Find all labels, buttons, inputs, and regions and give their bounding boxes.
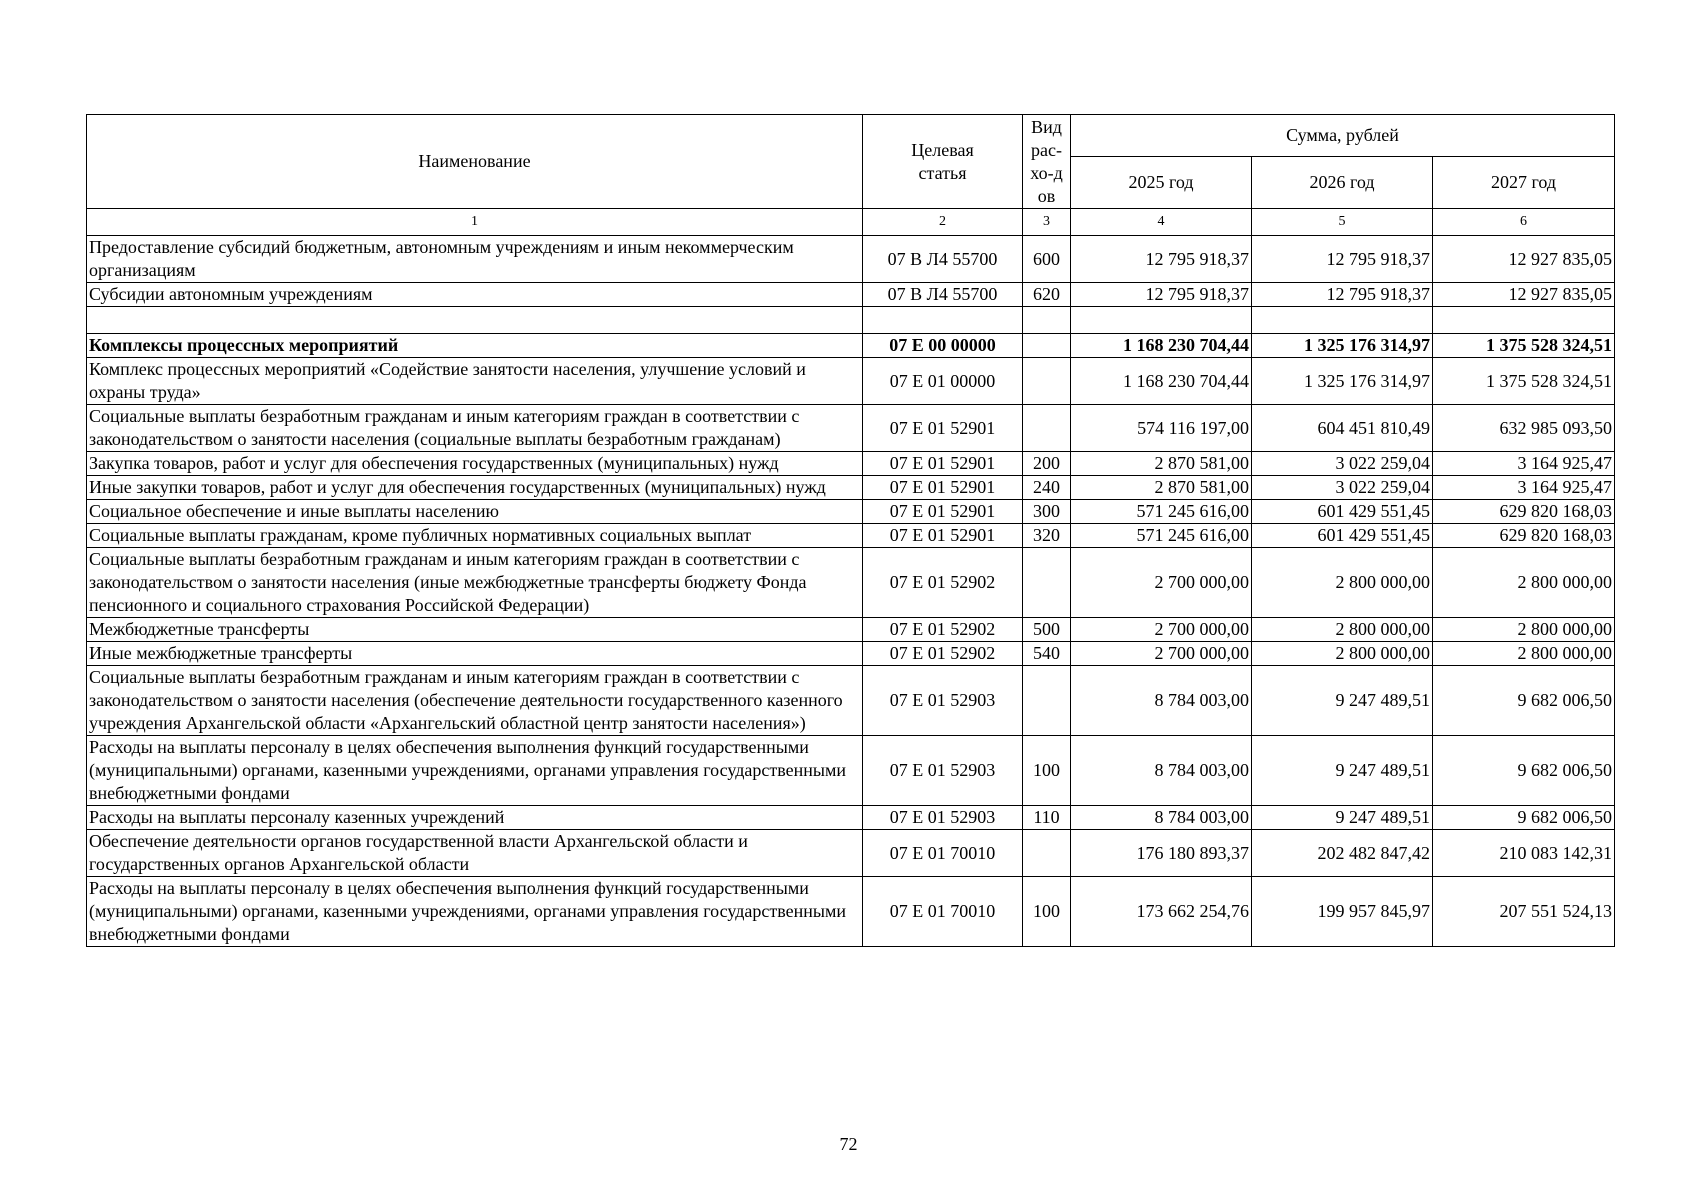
column-number: 1	[87, 209, 863, 236]
row-sum-2025: 571 245 616,00	[1071, 500, 1252, 524]
row-target-line: 07 Е 01 52901	[863, 524, 1023, 548]
row-name: Межбюджетные трансферты	[87, 618, 863, 642]
row-target-line: 07 Е 01 52903	[863, 806, 1023, 830]
table-row	[87, 334, 1615, 358]
table-row	[87, 736, 1615, 806]
page-number: 72	[839, 1134, 858, 1154]
table-row	[87, 476, 1615, 500]
table-row	[87, 307, 1615, 334]
row-sum-2026: 3 022 259,04	[1252, 452, 1433, 476]
row-sum-2025: 1 168 230 704,44	[1071, 358, 1252, 405]
row-target-line: 07 Е 01 52902	[863, 618, 1023, 642]
row-sum-2027: 210 083 142,31	[1433, 830, 1615, 877]
row-sum-2026: 2 800 000,00	[1252, 548, 1433, 618]
row-name: Социальное обеспечение и иные выплаты населению	[87, 500, 863, 524]
table-row	[87, 830, 1615, 877]
row-sum-2027: 207 551 524,13	[1433, 877, 1615, 947]
row-sum-2027: 1 375 528 324,51	[1433, 358, 1615, 405]
header-year-2026: 2026 год	[1252, 157, 1433, 209]
row-name: Комплексы процессных мероприятий	[87, 334, 863, 358]
table-row	[87, 642, 1615, 666]
table-row	[87, 548, 1615, 618]
row-target-line: 07 Е 00 00000	[863, 334, 1023, 358]
row-name: Иные закупки товаров, работ и услуг для обеспечения государственных (муниципальных) нужд	[87, 476, 863, 500]
row-expense-kind	[1023, 405, 1071, 452]
row-sum-2027: 2 800 000,00	[1433, 548, 1615, 618]
header-expense-kind: Вид рас-хо-дов	[1023, 115, 1071, 209]
row-sum-2027: 3 164 925,47	[1433, 476, 1615, 500]
row-expense-kind	[1023, 830, 1071, 877]
header-year-2025: 2025 год	[1071, 157, 1252, 209]
header-sum: Сумма, рублей	[1071, 115, 1615, 157]
row-sum-2026: 2 800 000,00	[1252, 618, 1433, 642]
row-sum-2026: 1 325 176 314,97	[1252, 334, 1433, 358]
row-sum-2027: 9 682 006,50	[1433, 666, 1615, 736]
row-sum-2027: 3 164 925,47	[1433, 452, 1615, 476]
row-expense-kind: 620	[1023, 283, 1071, 307]
header-year-2027: 2027 год	[1433, 157, 1615, 209]
column-number: 6	[1433, 209, 1615, 236]
table-row	[87, 524, 1615, 548]
row-expense-kind: 110	[1023, 806, 1071, 830]
row-target-line: 07 Е 01 52902	[863, 548, 1023, 618]
row-sum-2026	[1252, 307, 1433, 334]
table-row	[87, 283, 1615, 307]
row-expense-kind	[1023, 307, 1071, 334]
table-row	[87, 358, 1615, 405]
row-sum-2025: 574 116 197,00	[1071, 405, 1252, 452]
row-sum-2026: 604 451 810,49	[1252, 405, 1433, 452]
row-sum-2025: 2 700 000,00	[1071, 642, 1252, 666]
row-sum-2025: 571 245 616,00	[1071, 524, 1252, 548]
row-sum-2026: 9 247 489,51	[1252, 666, 1433, 736]
table-row	[87, 405, 1615, 452]
row-name: Расходы на выплаты персоналу в целях обеспечения выполнения функций государственными (муниципальными) органами, казенными учреждениями, органами управления государственными внебюджетными фондами	[87, 877, 863, 947]
row-sum-2026: 202 482 847,42	[1252, 830, 1433, 877]
row-name: Комплекс процессных мероприятий «Содействие занятости населения, улучшение условий и охраны труда»	[87, 358, 863, 405]
row-sum-2026: 12 795 918,37	[1252, 283, 1433, 307]
row-name: Закупка товаров, работ и услуг для обеспечения государственных (муниципальных) нужд	[87, 452, 863, 476]
row-expense-kind: 300	[1023, 500, 1071, 524]
row-target-line: 07 Е 01 70010	[863, 877, 1023, 947]
row-sum-2025: 2 870 581,00	[1071, 476, 1252, 500]
row-name: Расходы на выплаты персоналу казенных учреждений	[87, 806, 863, 830]
row-sum-2027: 629 820 168,03	[1433, 500, 1615, 524]
column-number: 5	[1252, 209, 1433, 236]
row-target-line: 07 Е 01 70010	[863, 830, 1023, 877]
row-sum-2027: 2 800 000,00	[1433, 618, 1615, 642]
row-expense-kind: 540	[1023, 642, 1071, 666]
row-sum-2025: 12 795 918,37	[1071, 283, 1252, 307]
row-sum-2027: 12 927 835,05	[1433, 236, 1615, 283]
row-sum-2026: 12 795 918,37	[1252, 236, 1433, 283]
table-row	[87, 806, 1615, 830]
row-sum-2027: 9 682 006,50	[1433, 736, 1615, 806]
column-number-row	[87, 209, 1615, 236]
row-target-line: 07 В Л4 55700	[863, 283, 1023, 307]
row-target-line: 07 В Л4 55700	[863, 236, 1023, 283]
row-sum-2026: 199 957 845,97	[1252, 877, 1433, 947]
row-sum-2027: 9 682 006,50	[1433, 806, 1615, 830]
row-name: Социальные выплаты безработным гражданам и иным категориям граждан в соответствии с законодательством о занятости населения (обеспечение деятельности государственного казенного учреждения Архангельской области «Архангельский областной центр занятости населения»)	[87, 666, 863, 736]
column-number: 4	[1071, 209, 1252, 236]
table-row	[87, 452, 1615, 476]
row-sum-2026: 3 022 259,04	[1252, 476, 1433, 500]
row-name: Социальные выплаты безработным гражданам и иным категориям граждан в соответствии с законодательством о занятости населения (социальные выплаты безработным гражданам)	[87, 405, 863, 452]
row-name: Предоставление субсидий бюджетным, автономным учреждениям и иным некоммерческим организациям	[87, 236, 863, 283]
row-sum-2025: 2 700 000,00	[1071, 548, 1252, 618]
row-expense-kind: 600	[1023, 236, 1071, 283]
row-expense-kind	[1023, 358, 1071, 405]
budget-table	[86, 114, 1615, 947]
row-name: Субсидии автономным учреждениям	[87, 283, 863, 307]
row-sum-2027: 632 985 093,50	[1433, 405, 1615, 452]
table-row	[87, 666, 1615, 736]
table-row	[87, 877, 1615, 947]
column-number: 2	[863, 209, 1023, 236]
row-sum-2025: 2 700 000,00	[1071, 618, 1252, 642]
row-sum-2026: 601 429 551,45	[1252, 524, 1433, 548]
row-target-line: 07 Е 01 52901	[863, 452, 1023, 476]
row-sum-2027: 629 820 168,03	[1433, 524, 1615, 548]
row-name: Иные межбюджетные трансферты	[87, 642, 863, 666]
row-sum-2025	[1071, 307, 1252, 334]
row-sum-2025: 2 870 581,00	[1071, 452, 1252, 476]
row-expense-kind: 240	[1023, 476, 1071, 500]
row-sum-2027	[1433, 307, 1615, 334]
row-sum-2025: 1 168 230 704,44	[1071, 334, 1252, 358]
row-sum-2026: 9 247 489,51	[1252, 806, 1433, 830]
row-expense-kind	[1023, 548, 1071, 618]
row-sum-2025: 12 795 918,37	[1071, 236, 1252, 283]
row-target-line: 07 Е 01 52901	[863, 405, 1023, 452]
row-name: Социальные выплаты гражданам, кроме публичных нормативных социальных выплат	[87, 524, 863, 548]
row-name	[87, 307, 863, 334]
row-sum-2026: 601 429 551,45	[1252, 500, 1433, 524]
row-expense-kind: 200	[1023, 452, 1071, 476]
row-sum-2027: 2 800 000,00	[1433, 642, 1615, 666]
table-row	[87, 500, 1615, 524]
row-expense-kind: 100	[1023, 736, 1071, 806]
row-target-line: 07 Е 01 52901	[863, 500, 1023, 524]
row-target-line: 07 Е 01 52903	[863, 666, 1023, 736]
row-sum-2027: 1 375 528 324,51	[1433, 334, 1615, 358]
row-sum-2025: 8 784 003,00	[1071, 806, 1252, 830]
row-sum-2026: 1 325 176 314,97	[1252, 358, 1433, 405]
row-target-line: 07 Е 01 52902	[863, 642, 1023, 666]
row-name: Обеспечение деятельности органов государственной власти Архангельской области и государственных органов Архангельской области	[87, 830, 863, 877]
header-name: Наименование	[87, 115, 863, 209]
row-target-line: 07 Е 01 52903	[863, 736, 1023, 806]
row-target-line: 07 Е 01 00000	[863, 358, 1023, 405]
row-expense-kind: 100	[1023, 877, 1071, 947]
row-sum-2026: 2 800 000,00	[1252, 642, 1433, 666]
row-sum-2025: 173 662 254,76	[1071, 877, 1252, 947]
row-sum-2026: 9 247 489,51	[1252, 736, 1433, 806]
row-expense-kind	[1023, 334, 1071, 358]
row-name: Социальные выплаты безработным гражданам и иным категориям граждан в соответствии с законодательством о занятости населения (иные межбюджетные трансферты бюджету Фонда пенсионного и социального страхования Российской Федерации)	[87, 548, 863, 618]
row-target-line: 07 Е 01 52901	[863, 476, 1023, 500]
table-row	[87, 618, 1615, 642]
header-target-line: Целевая статья	[863, 115, 1023, 209]
row-sum-2027: 12 927 835,05	[1433, 283, 1615, 307]
row-sum-2025: 8 784 003,00	[1071, 736, 1252, 806]
row-target-line	[863, 307, 1023, 334]
row-expense-kind: 320	[1023, 524, 1071, 548]
row-expense-kind	[1023, 666, 1071, 736]
row-sum-2025: 8 784 003,00	[1071, 666, 1252, 736]
row-name: Расходы на выплаты персоналу в целях обеспечения выполнения функций государственными (муниципальными) органами, казенными учреждениями, органами управления государственными внебюджетными фондами	[87, 736, 863, 806]
row-expense-kind: 500	[1023, 618, 1071, 642]
row-sum-2025: 176 180 893,37	[1071, 830, 1252, 877]
table-row	[87, 236, 1615, 283]
column-number: 3	[1023, 209, 1071, 236]
